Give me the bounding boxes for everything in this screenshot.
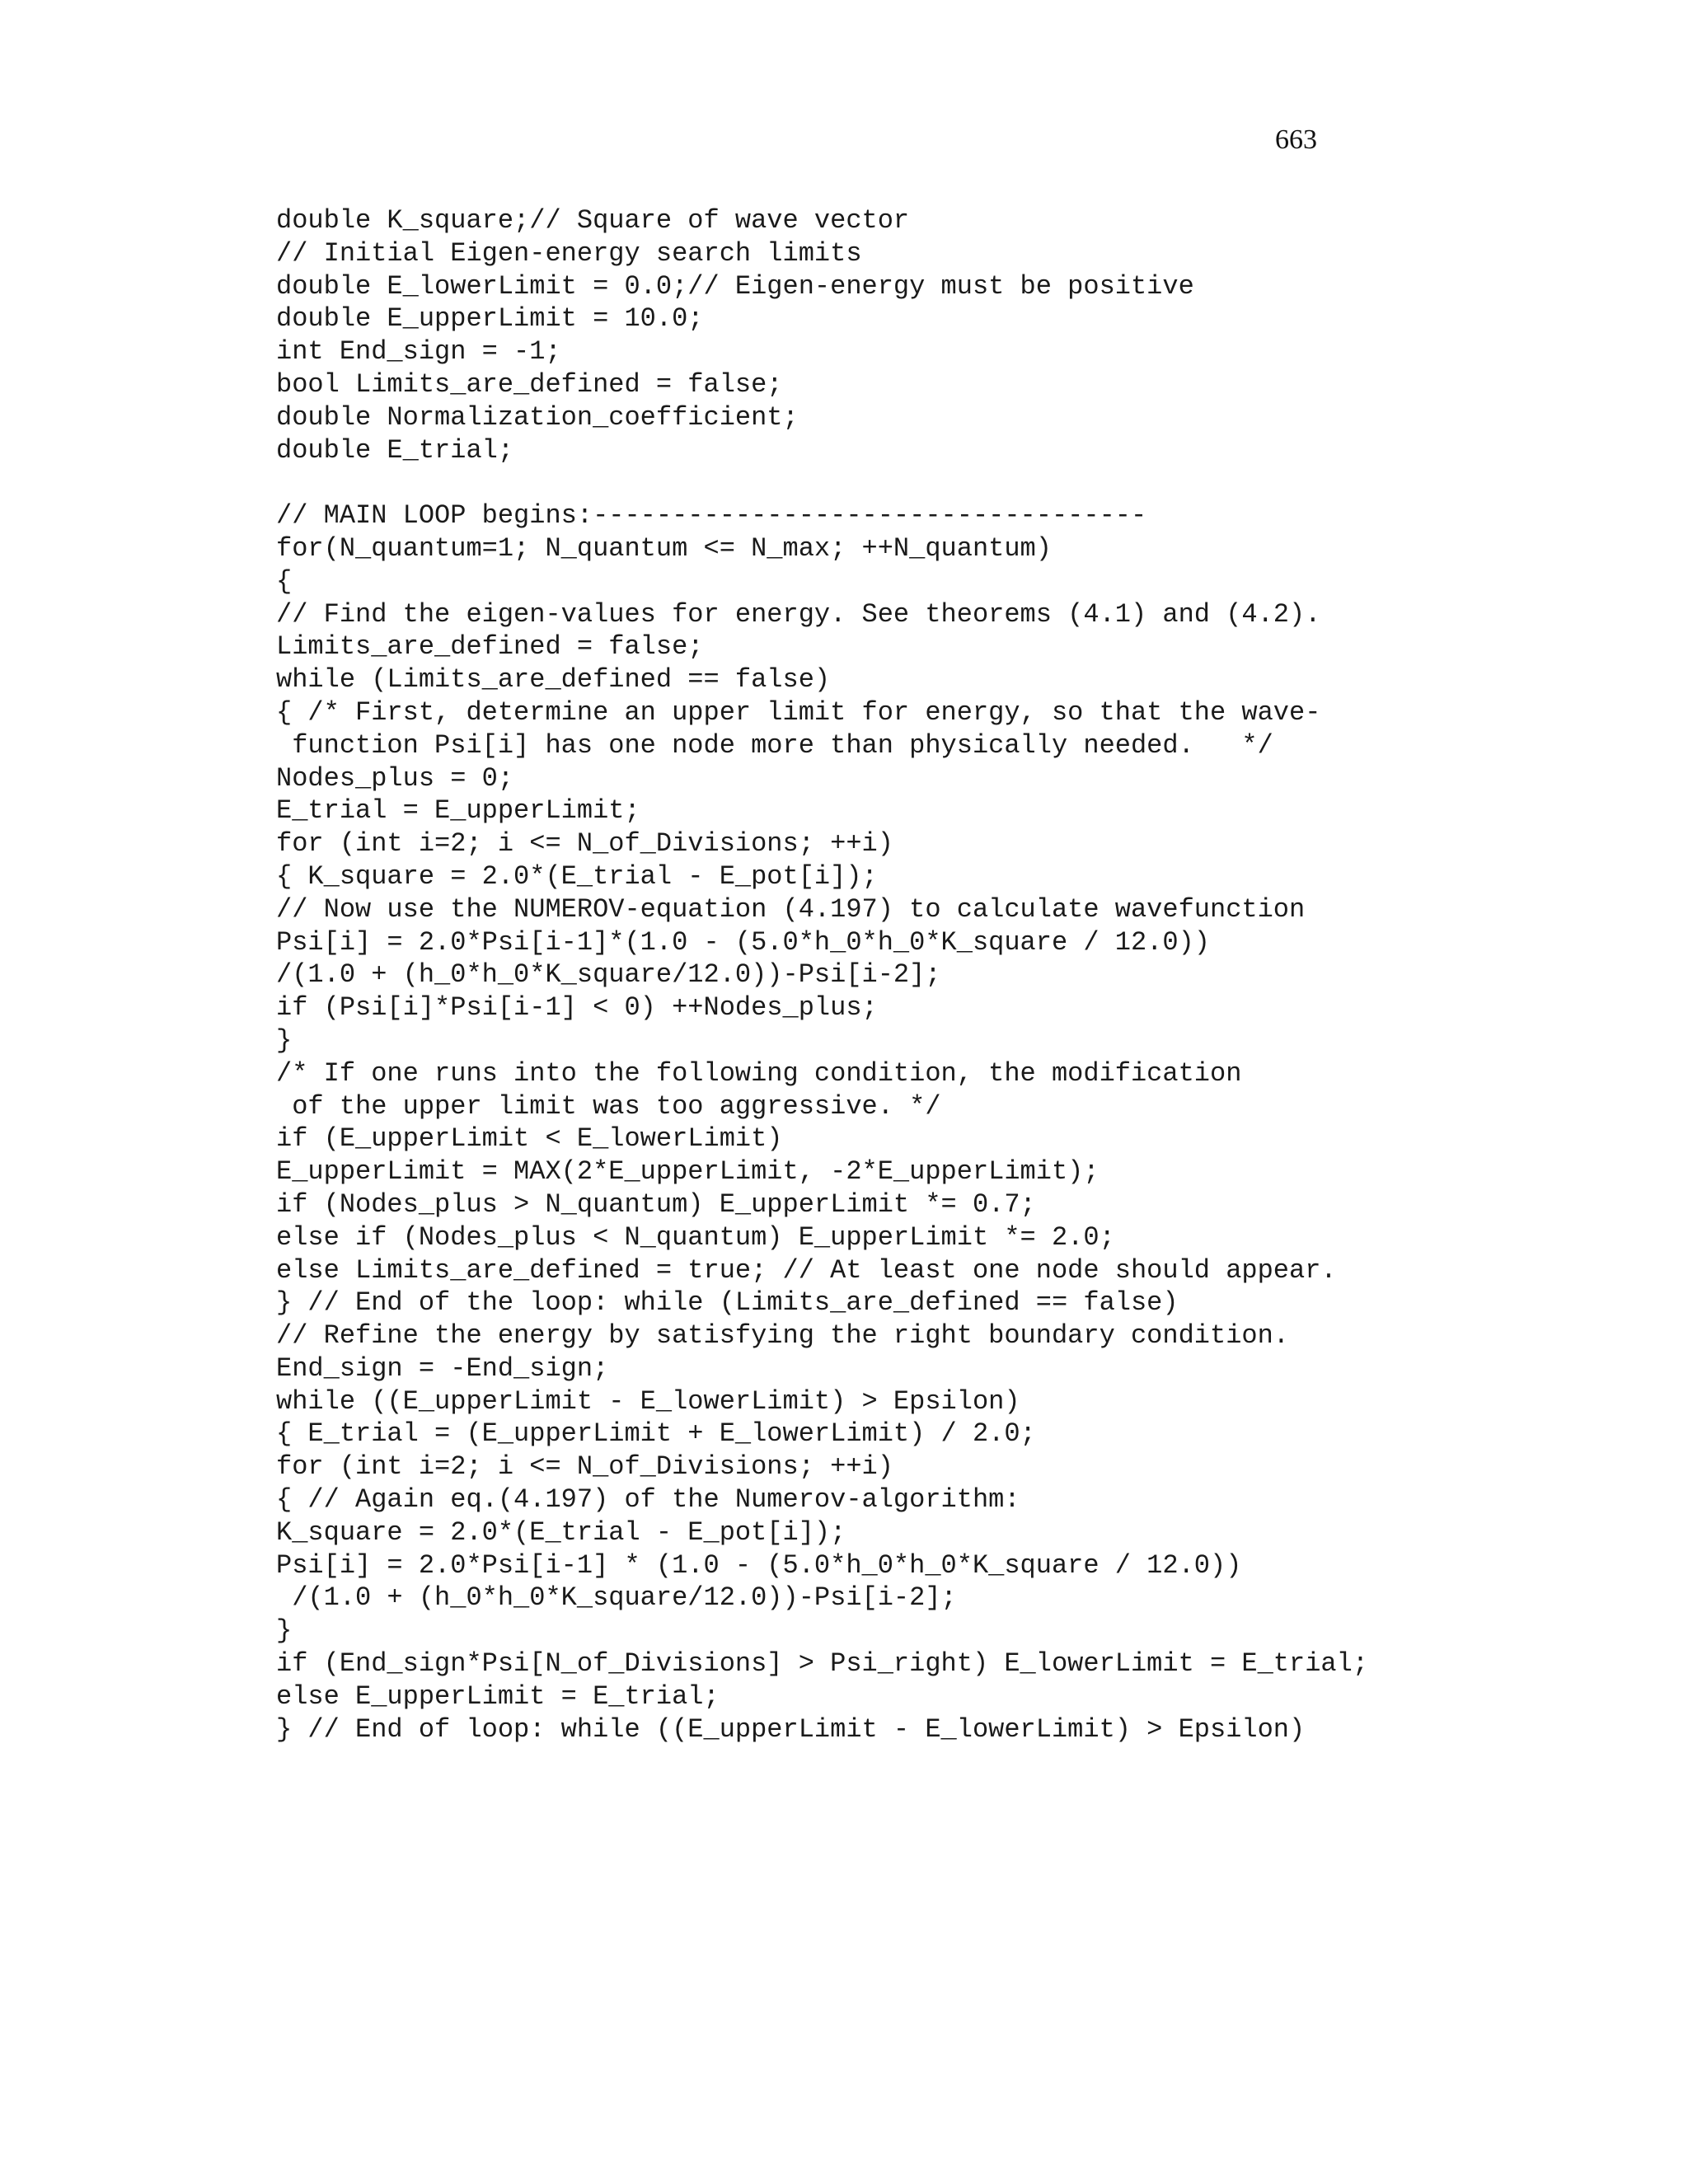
code-line: else Limits_are_defined = true; // At least one node should appear. <box>276 1254 1337 1286</box>
code-line: if (E_upperLimit < E_lowerLimit) <box>276 1123 783 1155</box>
code-line: Psi[i] = 2.0*Psi[i-1] * (1.0 - (5.0*h_0*h_0*K_square / 12.0)) <box>276 1549 1242 1581</box>
code-listing <box>276 204 1661 1746</box>
code-line: while ((E_upperLimit - E_lowerLimit) > Epsilon) <box>276 1385 1020 1417</box>
code-line: } // End of the loop: while (Limits_are_defined == false) <box>276 1287 1179 1319</box>
code-line: bool Limits_are_defined = false; <box>276 368 783 400</box>
code-line: for (int i=2; i <= N_of_Divisions; ++i) <box>276 1451 893 1483</box>
code-line: { K_square = 2.0*(E_trial - E_pot[i]); <box>276 860 878 892</box>
code-line: // Refine the energy by satisfying the right boundary condition. <box>276 1320 1289 1352</box>
code-line: /(1.0 + (h_0*h_0*K_square/12.0))-Psi[i-2]; <box>276 959 941 991</box>
code-line: K_square = 2.0*(E_trial - E_pot[i]); <box>276 1516 846 1548</box>
code-line: if (Nodes_plus > N_quantum) E_upperLimit *= 0.7; <box>276 1188 1036 1220</box>
code-line: // MAIN LOOP begins:----------------------------------- <box>276 500 1147 532</box>
code-line: } <box>276 1615 293 1647</box>
code-line: // Find the eigen-values for energy. See theorems (4.1) and (4.2). <box>276 598 1321 630</box>
code-line: while (Limits_are_defined == false) <box>276 664 831 696</box>
code-line: Psi[i] = 2.0*Psi[i-1]*(1.0 - (5.0*h_0*h_0*K_square / 12.0)) <box>276 926 1210 958</box>
code-line: E_trial = E_upperLimit; <box>276 795 640 827</box>
code-line: double E_trial; <box>276 434 514 466</box>
code-line: of the upper limit was too aggressive. */ <box>276 1090 941 1122</box>
code-line: { <box>276 565 293 597</box>
code-line: double E_upperLimit = 10.0; <box>276 303 704 335</box>
code-line: // Now use the NUMEROV-equation (4.197) to calculate wavefunction <box>276 893 1306 925</box>
code-line: double E_lowerLimit = 0.0;// Eigen-energy must be positive <box>276 270 1194 302</box>
code-line: for(N_quantum=1; N_quantum <= N_max; ++N_quantum) <box>276 532 1052 564</box>
code-line: End_sign = -End_sign; <box>276 1352 609 1384</box>
code-line: // Initial Eigen-energy search limits <box>276 237 862 269</box>
code-line: if (Psi[i]*Psi[i-1] < 0) ++Nodes_plus; <box>276 992 878 1024</box>
code-line: { // Again eq.(4.197) of the Numerov-algorithm: <box>276 1484 1020 1516</box>
code-line: /* If one runs into the following condition, the modification <box>276 1057 1242 1089</box>
code-line: else if (Nodes_plus < N_quantum) E_upperLimit *= 2.0; <box>276 1221 1115 1253</box>
code-line: double K_square;// Square of wave vector <box>276 205 910 236</box>
page-number: 663 <box>1275 124 1317 155</box>
code-line: } // End of loop: while ((E_upperLimit - E_lowerLimit) > Epsilon) <box>276 1713 1306 1745</box>
code-line: else E_upperLimit = E_trial; <box>276 1680 720 1712</box>
code-line: int End_sign = -1; <box>276 336 561 368</box>
code-line: { /* First, determine an upper limit for energy, so that the wave- <box>276 696 1321 728</box>
code-line: E_upperLimit = MAX(2*E_upperLimit, -2*E_upperLimit); <box>276 1156 1100 1188</box>
code-line: } <box>276 1024 293 1056</box>
code-line: function Psi[i] has one node more than physically needed. */ <box>276 729 1273 761</box>
code-line: { E_trial = (E_upperLimit + E_lowerLimit) / 2.0; <box>276 1418 1036 1450</box>
code-line: double Normalization_coefficient; <box>276 401 799 433</box>
code-line: if (End_sign*Psi[N_of_Divisions] > Psi_right) E_lowerLimit = E_trial; <box>276 1648 1369 1680</box>
code-line: Nodes_plus = 0; <box>276 762 514 794</box>
code-line: Limits_are_defined = false; <box>276 631 704 663</box>
code-line: /(1.0 + (h_0*h_0*K_square/12.0))-Psi[i-2]; <box>276 1582 957 1614</box>
code-line: for (int i=2; i <= N_of_Divisions; ++i) <box>276 828 893 860</box>
code-line <box>276 466 1661 499</box>
